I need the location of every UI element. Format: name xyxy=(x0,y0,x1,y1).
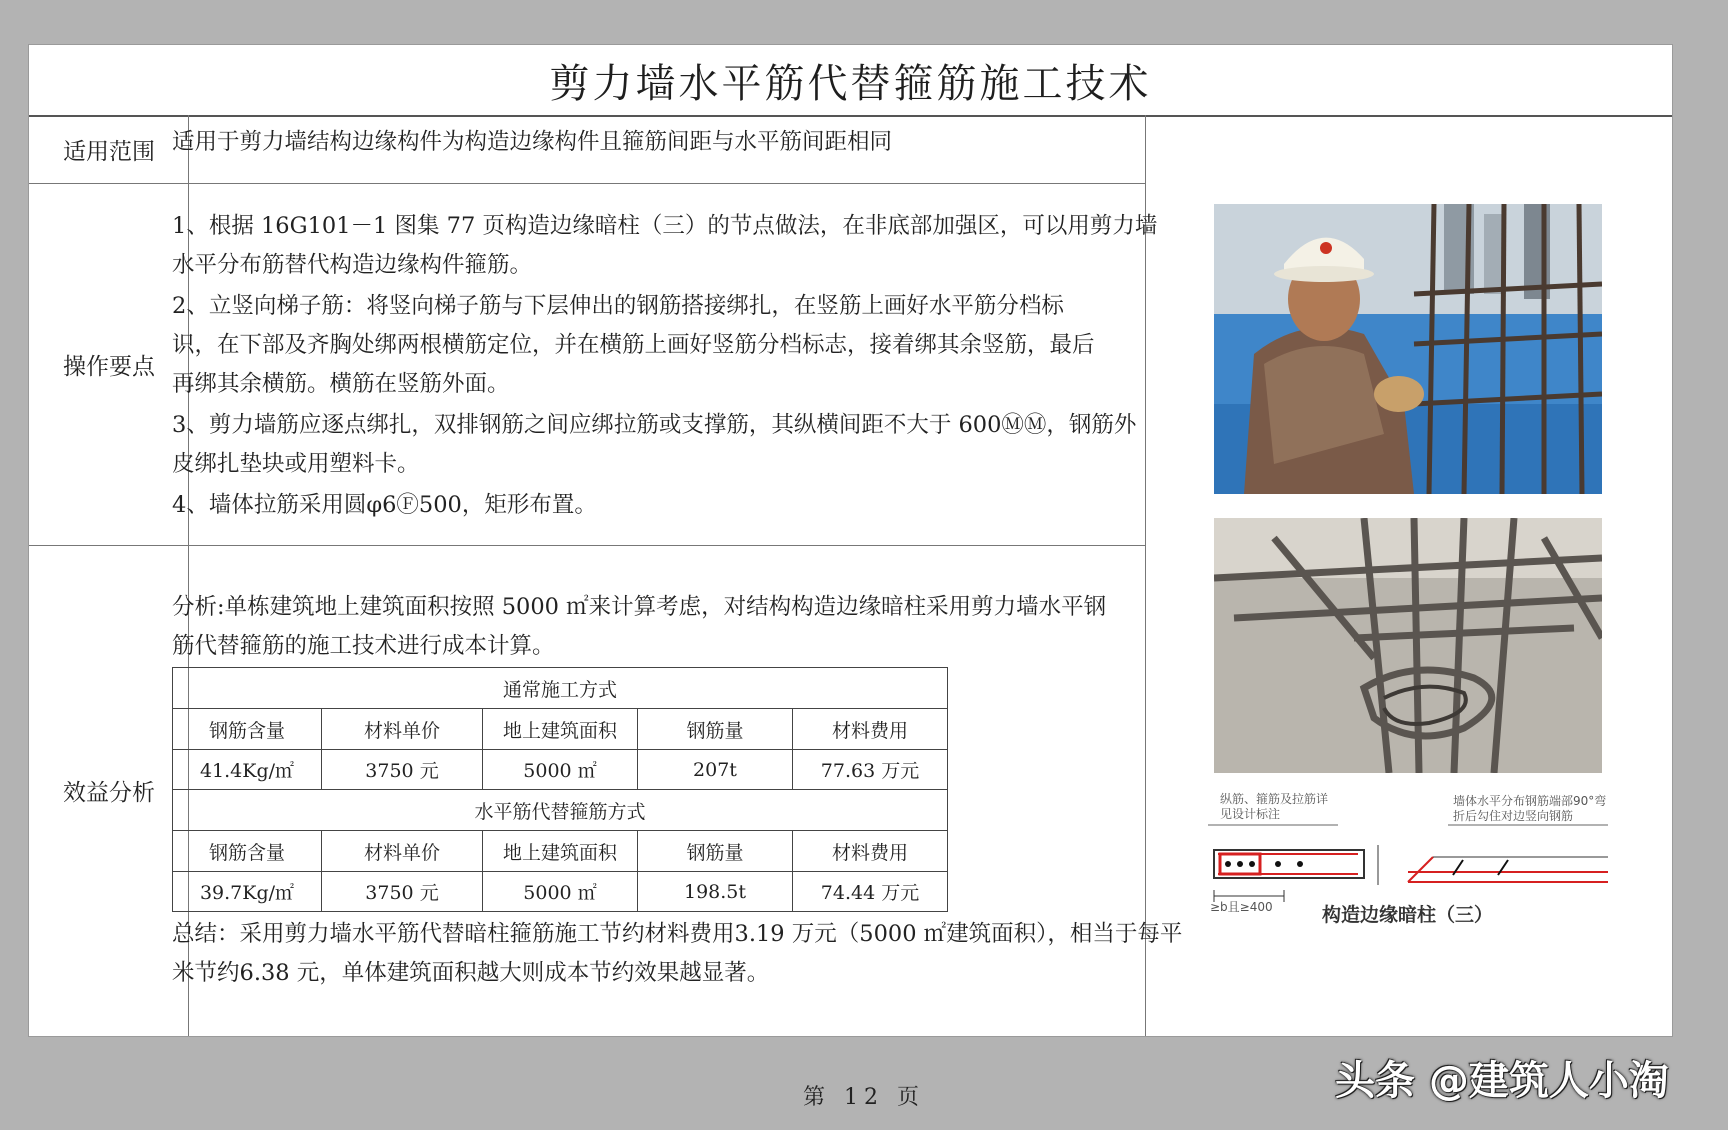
table-row xyxy=(173,872,948,912)
summary-text: 总结：采用剪力墙水平筋代替暗柱箍筋施工节约材料费用3.19 万元（5000 ㎡建筑面积），相当于每平米节约6.38 元，单体建筑面积越大则成本节约效果越显著。 xyxy=(172,921,1183,986)
table-cell: 74.44 万元 xyxy=(793,872,948,912)
row-label-benefit: 效益分析 xyxy=(63,780,155,806)
table-header: 材料费用 xyxy=(793,709,948,750)
document-title: 剪力墙水平筋代替箍筋施工技术 xyxy=(29,45,1672,117)
table-header: 钢筋量 xyxy=(638,831,793,872)
table-header: 钢筋含量 xyxy=(173,709,322,750)
table-header: 材料单价 xyxy=(322,831,483,872)
divider xyxy=(29,545,1145,546)
analysis-text: 分析:单栋建筑地上建筑面积按照 5000 ㎡来计算考虑，对结构构造边缘暗柱采用剪力墙水平钢筋代替箍筋的施工技术进行成本计算。 xyxy=(172,594,1107,659)
drawing-dim-label: ≥b且≥400 xyxy=(1210,900,1273,914)
operation-item: 3、剪力墙筋应逐点绑扎，双排钢筋之间应绑拉筋或支撑筋，其纵横间距不大于 600ⓂⓂ，钢筋外皮绑扎垫块或用塑料卡。 xyxy=(172,412,1137,477)
table-cell: 3750 元 xyxy=(322,750,483,790)
row-label-operation: 操作要点 xyxy=(63,353,155,380)
photo-worker-tying-rebar xyxy=(1214,204,1602,494)
table-cell: 198.5t xyxy=(638,872,793,912)
row-label-scope: 适用范围 xyxy=(63,138,155,165)
cost-table xyxy=(172,667,948,912)
scope-text: 适用于剪力墙结构边缘构件为构造边缘构件且箍筋间距与水平筋间距相同 xyxy=(172,129,893,155)
table-cell: 41.4Kg/㎡ xyxy=(173,750,322,790)
table-header: 地上建筑面积 xyxy=(483,831,638,872)
table-caption-normal: 通常施工方式 xyxy=(173,668,948,709)
table-cell: 5000 ㎡ xyxy=(483,872,638,912)
table-header: 钢筋含量 xyxy=(173,831,322,872)
table-cell: 207t xyxy=(638,750,793,790)
table-header: 材料单价 xyxy=(322,709,483,750)
table-header: 材料费用 xyxy=(793,831,948,872)
drawing-note-left: 纵筋、箍筋及拉筋详见设计标注 xyxy=(1220,792,1329,821)
table-caption-replace: 水平筋代替箍筋方式 xyxy=(173,790,948,831)
table-row xyxy=(173,750,948,790)
table-header: 地上建筑面积 xyxy=(483,709,638,750)
watermark: 头条 @建筑人小淘 xyxy=(1335,1058,1669,1104)
operation-points xyxy=(172,207,1172,527)
operation-item: 1、根据 16G101－1 图集 77 页构造边缘暗柱（三）的节点做法，在非底部加强区，可以用剪力墙水平分布筋替代构造边缘构件箍筋。 xyxy=(172,213,1158,278)
divider xyxy=(29,183,1145,184)
table-cell: 39.7Kg/㎡ xyxy=(173,872,322,912)
table-cell: 3750 元 xyxy=(322,872,483,912)
drawing-note-right: 墙体水平分布钢筋端部90°弯折后勾住对边竖向钢筋 xyxy=(1453,794,1607,823)
drawing-caption: 构造边缘暗柱（三） xyxy=(1322,904,1494,926)
photo-rebar-column xyxy=(1214,518,1602,773)
table-cell: 77.63 万元 xyxy=(793,750,948,790)
table-cell: 5000 ㎡ xyxy=(483,750,638,790)
operation-item: 2、立竖向梯子筋：将竖向梯子筋与下层伸出的钢筋搭接绑扎，在竖筋上画好水平筋分档标识，在下部及齐胸处绑两根横筋定位，并在横筋上画好竖筋分档标志，接着绑其余竖筋，最后再绑其余横筋。横筋在竖筋外面。 xyxy=(172,293,1095,397)
operation-item: 4、墙体拉筋采用圆φ6Ⓕ500，矩形布置。 xyxy=(172,492,597,518)
table-header: 钢筋量 xyxy=(638,709,793,750)
page-number: 第 12 页 xyxy=(803,1085,925,1110)
